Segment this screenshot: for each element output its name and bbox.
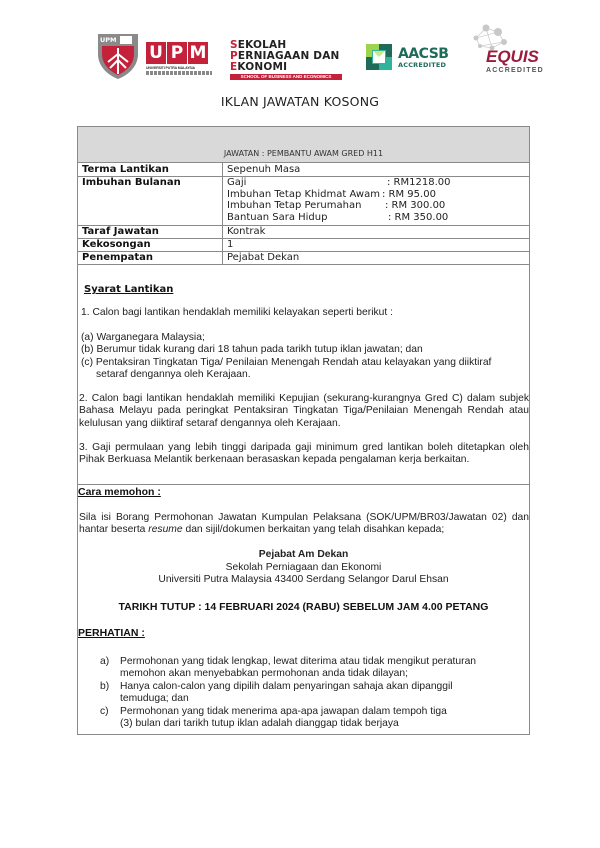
- table-divider: [78, 264, 529, 265]
- cara-heading: Cara memohon :: [78, 486, 161, 498]
- sbe-initial: E: [230, 61, 238, 73]
- upm-shield-icon: [96, 32, 140, 80]
- logo-bar: [0, 0, 600, 90]
- sbe-line: [230, 62, 340, 73]
- note-line: Hanya calon-calon yang dipilih dalam penyaringan sahaja akan dipanggil: [120, 681, 453, 692]
- pay-item-amount: : RM 300.00: [385, 200, 446, 212]
- pay-item-amount: : RM 95.00: [382, 188, 436, 200]
- pay-item-name: Imbuhan Tetap Khidmat Awam: [227, 188, 380, 200]
- document-title: IKLAN JAWATAN KOSONG: [220, 94, 380, 109]
- upm-subtitle-band: [146, 71, 212, 75]
- syarat-heading: Syarat Lantikan: [84, 284, 174, 295]
- pay-item-amount: : RM1218.00: [387, 177, 451, 188]
- note-line: memohon akan menyebabkan permohonan anda tidak dilayan;: [120, 668, 408, 680]
- section-divider: [78, 484, 529, 485]
- sbe-initial: P: [230, 50, 238, 62]
- sbe-initial: S: [230, 39, 238, 51]
- pay-item-name: Imbuhan Tetap Perumahan: [227, 200, 362, 212]
- perhatian-heading: PERHATIAN :: [78, 627, 145, 639]
- sbe-english-bar: SCHOOL OF BUSINESS AND ECONOMICS: [230, 74, 342, 80]
- cara-intro-text: Sila isi Borang Permohonan Jawatan Kumpulan Pelaksana (SOK/UPM/BR03/Jawatan 02) dan hantar beserta: [79, 512, 529, 536]
- pay-item-name: Gaji: [227, 177, 247, 188]
- syarat-p2: 2. Calon bagi lantikan hendaklah memiliki Kepujian (sekurang-kurangnya Gred C) dalam subjek Bahasa Melayu pada peringkat Pentaksiran Tingkatan Tiga/Penilaian Menengah Rendah atau kelulusan yang diiktiraf setaraf dengannya oleh Kerajaan.: [79, 393, 529, 429]
- aacsb-mark-icon: [366, 44, 392, 70]
- note-line: Permohonan yang tidak lengkap, lewat diterima atau tidak mengikut peraturan: [120, 656, 477, 667]
- address-office: Pejabat Am Dekan: [258, 549, 349, 560]
- position-header: JAWATAN : PEMBANTU AWAM GRED H11: [223, 149, 384, 158]
- aacsb-status: ACCREDITED: [398, 61, 447, 69]
- row-label: Taraf Jawatan: [82, 226, 159, 237]
- note-marker: b): [100, 681, 110, 692]
- upm-subtitle: UNIVERSITI PUTRA MALAYSIA: [146, 66, 195, 70]
- syarat-item-cont: setaraf dengannya oleh Kerajaan.: [96, 368, 251, 380]
- note-line: temuduga; dan: [120, 693, 189, 705]
- syarat-item: (b) Berumur tidak kurang dari 18 tahun pada tarikh tutup iklan jawatan; dan: [81, 344, 423, 356]
- aacsb-logo-text: [398, 47, 448, 69]
- row-value: Sepenuh Masa: [227, 164, 301, 175]
- upm-wordmark: [146, 42, 210, 64]
- note-line: Permohonan yang tidak menerima apa-apa jawapan dalam tempoh tiga: [120, 706, 447, 717]
- row-label: Terma Lantikan: [82, 164, 169, 175]
- equis-name: EQUIS: [486, 47, 539, 66]
- address-university: Universiti Putra Malaysia 43400 Serdang Selangor Darul Ehsan: [158, 574, 449, 585]
- aacsb-name: AACSB: [398, 46, 449, 62]
- sbe-word: KONOMI: [237, 61, 288, 73]
- pay-item-amount: : RM 350.00: [388, 211, 449, 223]
- sbe-word: ERNIAGAAN DAN: [237, 50, 340, 62]
- address-school: Sekolah Perniagaan dan Ekonomi: [225, 561, 382, 573]
- row-value: Pejabat Dekan: [227, 252, 300, 263]
- note-line: (3) bulan dari tarikh tutup iklan adalah dianggap tidak berjaya: [120, 718, 399, 730]
- svg-text:UPM: UPM: [100, 36, 117, 44]
- cara-intro-text: dan sijil/dokumen berkaitan yang telah disahkan kepada;: [182, 524, 445, 536]
- upm-letter: U: [146, 42, 166, 64]
- row-label: Kekosongan: [82, 239, 151, 250]
- table-column-divider: [222, 163, 223, 264]
- row-value: 1: [227, 239, 234, 250]
- closing-date: TARIKH TUTUP : 14 FEBRUARI 2024 (RABU) SEBELUM JAM 4.00 PETANG: [118, 601, 489, 613]
- cara-intro: [79, 512, 529, 537]
- upm-letter: P: [167, 42, 187, 64]
- upm-letter: M: [189, 43, 207, 63]
- note-marker: a): [100, 656, 110, 667]
- cara-intro-italic: resume: [148, 524, 183, 536]
- syarat-p3: 3. Gaji permulaan yang lebih tinggi daripada gaji minimum gred lantikan boleh ditetapkan oleh Pihak Berkuasa Melantik berkenaan berasaskan kepada pengalaman kerja berkaitan.: [79, 442, 529, 466]
- row-value: Kontrak: [227, 226, 266, 237]
- sbe-word: EKOLAH: [237, 39, 287, 51]
- equis-status: ACCREDITED: [486, 67, 544, 74]
- pay-item-name: Bantuan Sara Hidup: [227, 211, 328, 223]
- row-label: Penempatan: [82, 252, 153, 263]
- syarat-item: (c) Pentaksiran Tingkatan Tiga/ Penilaian Menengah Rendah atau kelayakan yang diiktiraf: [81, 356, 492, 368]
- sbe-logo-text: [230, 40, 340, 73]
- syarat-p1: 1. Calon bagi lantikan hendaklah memiliki kelayakan seperti berikut :: [81, 307, 393, 318]
- note-marker: c): [100, 706, 109, 717]
- row-label: Imbuhan Bulanan: [82, 177, 181, 188]
- syarat-item: (a) Warganegara Malaysia;: [81, 332, 205, 343]
